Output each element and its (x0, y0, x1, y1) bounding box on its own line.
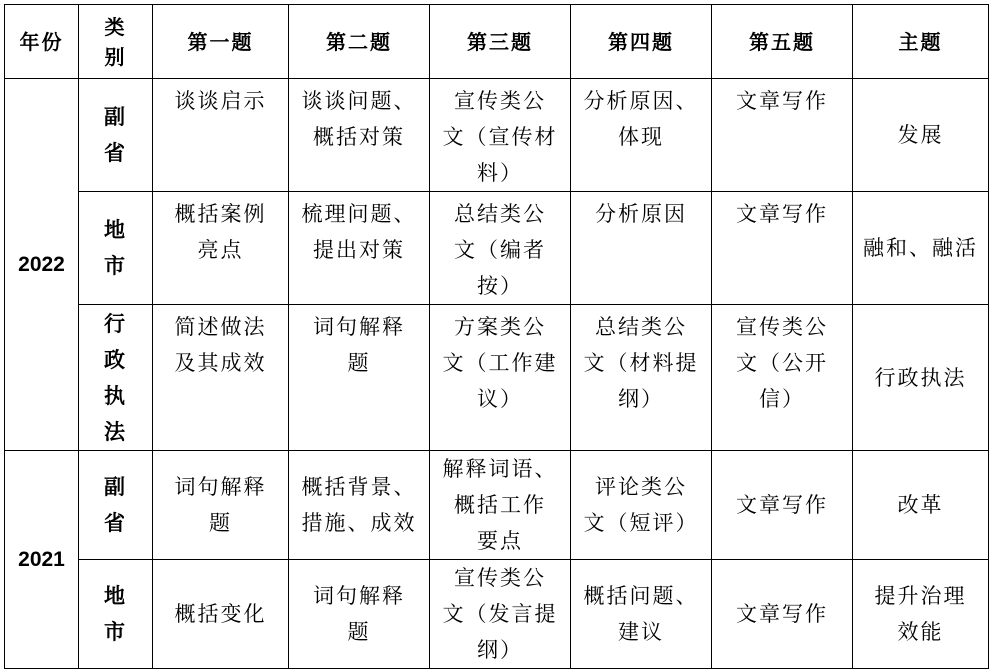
q1-cell: 词句解释 题 (153, 451, 289, 560)
table-row (5, 560, 989, 669)
q1-cell: 概括案例 亮点 (153, 192, 289, 305)
theme-cell: 发展 (853, 79, 989, 192)
category-cell: 地 市 (79, 560, 153, 669)
q4-cell: 概括问题、 建议 (571, 560, 712, 669)
year-cell: 2022 (5, 79, 79, 451)
header-q4: 第四题 (571, 5, 712, 79)
q3-cell: 解释词语、 概括工作 要点 (430, 451, 571, 560)
q2-cell: 词句解释 题 (289, 560, 430, 669)
exam-topics-table (4, 4, 989, 669)
q5-cell: 文章写作 (712, 560, 853, 669)
header-q3: 第三题 (430, 5, 571, 79)
theme-cell: 融和、融活 (853, 192, 989, 305)
header-category: 类 别 (79, 5, 153, 79)
q2-cell: 谈谈问题、 概括对策 (289, 79, 430, 192)
header-q1: 第一题 (153, 5, 289, 79)
table-row (5, 305, 989, 451)
theme-cell: 改革 (853, 451, 989, 560)
header-q5: 第五题 (712, 5, 853, 79)
table-row (5, 79, 989, 192)
table-row (5, 451, 989, 560)
category-cell: 副 省 (79, 79, 153, 192)
category-cell: 地 市 (79, 192, 153, 305)
q2-cell: 概括背景、 措施、成效 (289, 451, 430, 560)
q5-cell: 文章写作 (712, 192, 853, 305)
q1-cell: 概括变化 (153, 560, 289, 669)
q3-cell: 宣传类公 文（发言提 纲） (430, 560, 571, 669)
q3-cell: 宣传类公 文（宣传材 料） (430, 79, 571, 192)
header-year: 年份 (5, 5, 79, 79)
q5-cell: 文章写作 (712, 451, 853, 560)
q2-cell: 梳理问题、 提出对策 (289, 192, 430, 305)
q5-cell: 文章写作 (712, 79, 853, 192)
header-q2: 第二题 (289, 5, 430, 79)
q4-cell: 分析原因 (571, 192, 712, 305)
q5-cell: 宣传类公 文（公开 信） (712, 305, 853, 451)
category-cell: 副 省 (79, 451, 153, 560)
q4-cell: 总结类公 文（材料提 纲） (571, 305, 712, 451)
q3-cell: 总结类公 文（编者 按） (430, 192, 571, 305)
q1-cell: 谈谈启示 (153, 79, 289, 192)
q4-cell: 评论类公 文（短评） (571, 451, 712, 560)
q3-cell: 方案类公 文（工作建 议） (430, 305, 571, 451)
header-theme: 主题 (853, 5, 989, 79)
year-cell: 2021 (5, 451, 79, 669)
q2-cell: 词句解释 题 (289, 305, 430, 451)
q1-cell: 简述做法 及其成效 (153, 305, 289, 451)
category-cell: 行 政 执 法 (79, 305, 153, 451)
q4-cell: 分析原因、 体现 (571, 79, 712, 192)
theme-cell: 提升治理 效能 (853, 560, 989, 669)
table-row (5, 192, 989, 305)
theme-cell: 行政执法 (853, 305, 989, 451)
header-row (5, 5, 989, 79)
